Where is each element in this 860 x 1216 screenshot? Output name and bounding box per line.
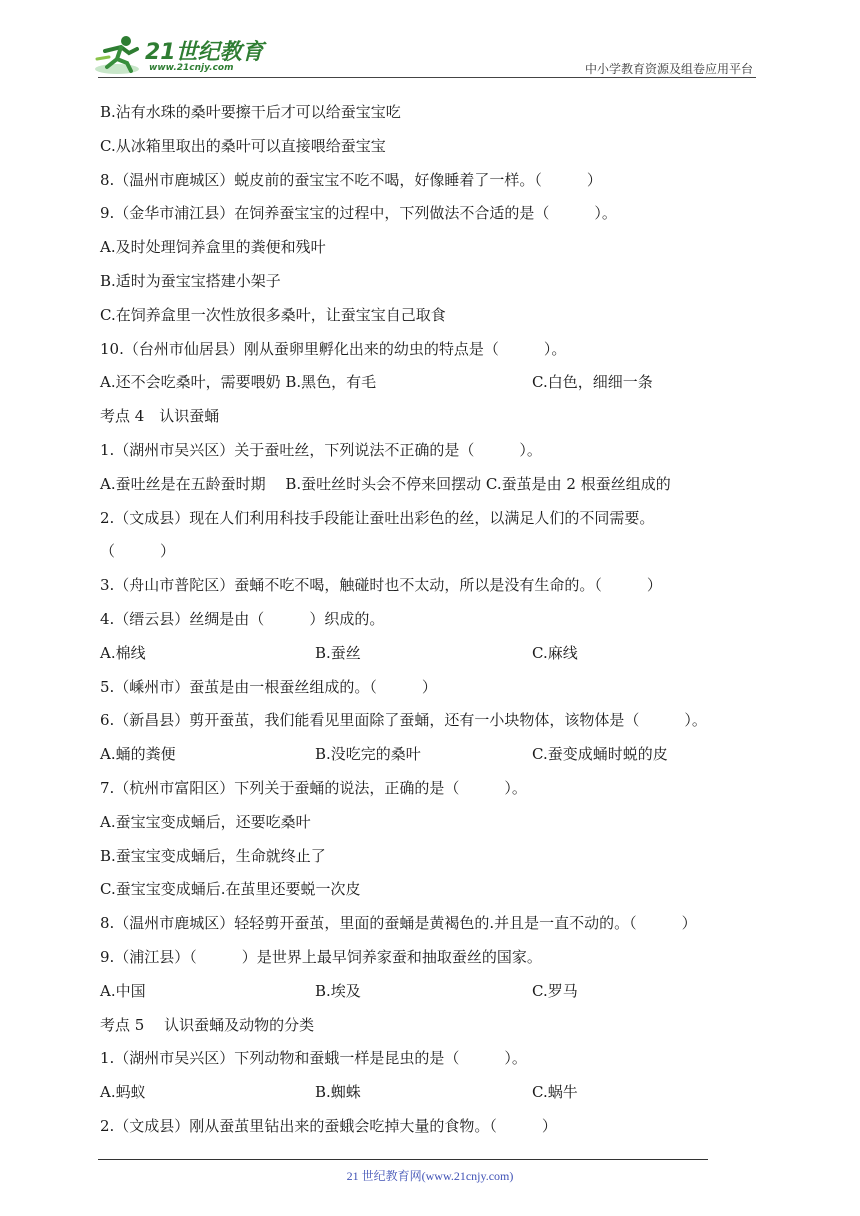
line-text: 4.（缙云县）丝绸是由（ ）织成的。 [100,610,385,628]
question-line [100,303,446,327]
header-divider [98,77,756,78]
question-line [100,877,360,901]
question-line [100,708,707,732]
line-text: 考点 5 认识蚕蛹及动物的分类 [100,1015,315,1034]
question-line [100,539,175,563]
line-text: C.蚕宝宝变成蛹后.在茧里还要蜕一次皮 [100,880,361,899]
question-line [100,945,542,969]
question-line [100,776,527,800]
option-c: C.白色，细细一条 [532,373,653,392]
line-text: 6.（新昌县）剪开蚕茧，我们能看见里面除了蚕蛹，还有一小块物体，该物体是（ ）。 [100,711,707,730]
question-line [100,404,219,428]
line-text: 3.（舟山市普陀区）蚕蛹不吃不喝，触碰时也不太动，所以是没有生命的。（ ） [100,576,662,595]
question-line [100,810,311,834]
question-line [100,979,578,1003]
question-line [100,472,671,496]
line-text: 5.（嵊州市）蚕茧是由一根蚕丝组成的。（ ） [100,677,437,696]
option-c: C.蜗牛 [532,1083,578,1102]
option-b: B.埃及 [315,981,361,1000]
line-text: B.蚕宝宝变成蛹后，生命就终止了 [100,846,326,865]
question-line [100,100,401,124]
question-line [100,370,653,394]
line-text: A.蚕吐丝是在五龄蚕时期 B.蚕吐丝时头会不停来回摆动 C.蚕茧是由 2 根蚕丝组成的 [100,474,671,493]
line-text: 8.（温州市鹿城区）蜕皮前的蚕宝宝不吃不喝，好像睡着了一样。（ ） [100,170,602,189]
line-text: 1.（湖州市吴兴区）关于蚕吐丝，下列说法不正确的是（ ）。 [100,441,542,459]
line-text: C.从冰箱里取出的桑叶可以直接喂给蚕宝宝 [100,136,386,155]
logo-url: www.21cnjy.com [149,63,234,73]
question-line [100,201,617,225]
question-line [100,438,542,462]
platform-title: 中小学教育资源及组卷应用平台 [584,62,753,76]
line-text: 2.（文成县）现在人们利用科技手段能让蚕吐出彩色的丝，以满足人们的不同需要。 [100,508,655,527]
line-text: B.适时为蚕宝宝搭建小架子 [100,272,281,290]
question-line [100,573,662,597]
option-c: C.蚕变成蛹时蜕的皮 [532,745,668,764]
line-text: B.沾有水珠的桑叶要擦干后才可以给蚕宝宝吃 [100,103,401,121]
logo-text: 21世纪教育 [145,40,264,65]
question-line [100,844,326,868]
footer-divider [98,1159,708,1160]
option-c: C.麻线 [532,643,578,662]
logo [93,33,264,77]
question-line [100,742,668,766]
runner-logo-icon [93,33,145,77]
question-line [100,506,654,530]
question-line [100,269,281,293]
line-text: 8.（温州市鹿城区）轻轻剪开蚕茧，里面的蚕蛹是黄褐色的.并且是一直不动的。（ ） [100,914,697,933]
question-line [100,134,386,158]
question-line [100,1046,527,1070]
line-text: 9.（浦江县）（ ）是世界上最早饲养家蚕和抽取蚕丝的国家。 [100,948,542,966]
option-c: C.罗马 [532,981,578,1000]
option-b: B.蚕丝 [315,643,361,662]
line-text: A.棉线 [100,643,146,662]
line-text: A.蚂蚁 [100,1083,146,1102]
question-line [100,607,384,631]
line-text: A.还不会吃桑叶，需要喂奶 B.黑色，有毛 [100,373,377,392]
line-text: 10.（台州市仙居县）刚从蚕卵里孵化出来的幼虫的特点是（ ）。 [100,339,567,358]
question-line [100,168,602,192]
question-line [100,675,437,699]
line-text: 考点 4 认识蚕蛹 [100,407,220,426]
question-line [100,1013,314,1037]
line-text: A.及时处理饲养盒里的粪便和残叶 [100,238,326,257]
line-text: 1.（湖州市吴兴区）下列动物和蚕蛾一样是昆虫的是（ ）。 [100,1049,527,1068]
line-text: A.蚕宝宝变成蛹后，还要吃桑叶 [100,812,311,831]
question-line [100,1114,557,1138]
line-text: 2.（文成县）刚从蚕茧里钻出来的蚕蛾会吃掉大量的食物。（ ） [100,1117,557,1135]
line-text: A.中国 [100,981,146,1000]
line-text: （ ） [100,542,176,561]
question-line [100,911,697,935]
question-line [100,337,566,361]
line-text: 7.（杭州市富阳区）下列关于蚕蛹的说法，正确的是（ ）。 [100,779,527,797]
question-line [100,641,578,665]
footer-text: 21 世纪教育网(www.21cnjy.com) [346,1169,514,1183]
option-b: B.蜘蛛 [315,1083,361,1102]
question-line [100,1080,578,1104]
question-line [100,235,326,259]
option-b: B.没吃完的桑叶 [315,745,421,764]
line-text: C.在饲养盒里一次性放很多桑叶，让蚕宝宝自己取食 [100,305,446,324]
line-text: A.蛹的粪便 [100,745,176,764]
line-text: 9.（金华市浦江县）在饲养蚕宝宝的过程中，下列做法不合适的是（ ）。 [100,204,617,223]
page-header [0,0,860,80]
